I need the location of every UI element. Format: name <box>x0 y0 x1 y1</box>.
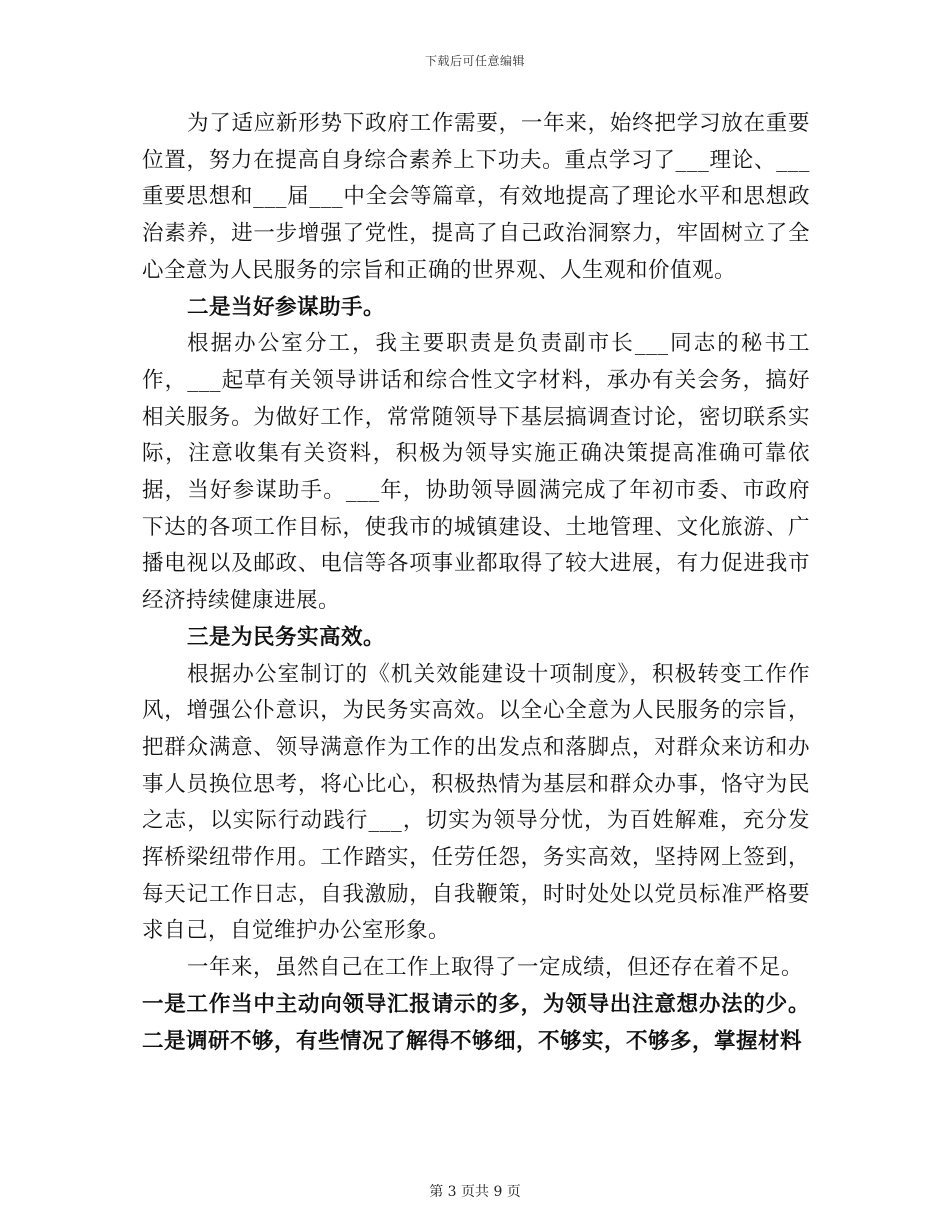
heading-advisor: 二是当好参谋助手。 <box>187 294 386 320</box>
paragraph-study: 为了适应新形势下政府工作需要，一年来，始终把学习放在重要位置，努力在提高自身综合素养上下功夫。重点学习了___理论、___重要思想和___届___中全会等篇章，有效地提高了理论水平和思想政治素养，进一步增强了党性，提高了自己政治洞察力，牢固树立了全心全意为人民服务的宗旨和正确的世界观、人生观和价值观。 <box>142 111 810 283</box>
page-header: 下载后可任意编辑 <box>424 54 525 68</box>
paragraph-advisor: 根据办公室分工，我主要职责是负责副市长___同志的秘书工作，___起草有关领导讲话和综合性文字材料，承办有关会务，搞好相关服务。为做好工作，常常随领导下基层搞调查讨论，密切联系实际，注意收集有关资料，积极为领导实施正确决策提高准确可靠依据，当好参谋助手。___年，协助领导圆满完成了年初市委、市政府下达的各项工作目标，使我市的城镇建设、土地管理、文化旅游、广播电视以及邮政、电信等各项事业都取得了较大进展，有力促进我市经济持续健康进展。 <box>142 331 810 614</box>
paragraph-efficiency: 根据办公室制订的《机关效能建设十项制度》，积极转变工作作风，增强公仆意识，为民务实高效。以全心全意为人民服务的宗旨，把群众满意、领导满意作为工作的出发点和落脚点，对群众来访和办事人员换位思考，将心比心，积极热情为基层和群众办事，恪守为民之志，以实际行动践行___，切实为领导分忧，为百姓解难，充分发挥桥梁纽带作用。工作踏实，任劳任怨，务实高效，坚持网上签到，每天记工作日志，自我激励，自我鞭策，时时处处以党员标准严格要求自己，自觉维护办公室形象。 <box>142 661 810 944</box>
heading-efficiency: 三是为民务实高效。 <box>187 624 386 650</box>
paragraph-shortcomings: 一是工作当中主动向领导汇报请示的多，为领导出注意想办法的少。二是调研不够，有些情况了解得不够细，不够实，不够多，掌握材料 <box>142 991 810 1054</box>
paragraph-shortcomings-intro: 一年来，虽然自己在工作上取得了一定成绩，但还存在着不足。 <box>187 955 804 981</box>
document-body <box>142 106 810 1060</box>
page-footer: 第 3 页共 9 页 <box>429 1184 521 1200</box>
